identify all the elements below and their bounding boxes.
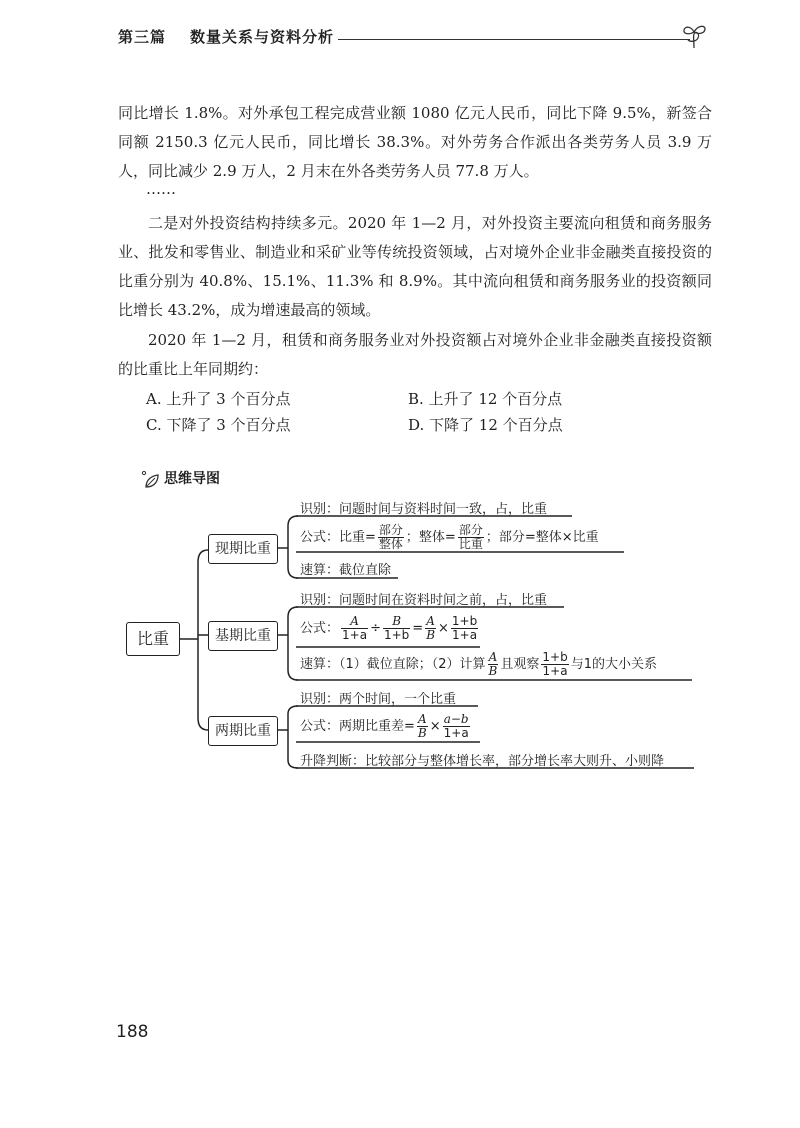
b2-speed [300,650,657,680]
branch-current-ratio: 现期比重 [208,534,278,564]
denominator: 1+a [342,628,368,642]
numerator: 1+b [542,650,568,664]
sprout-icon [674,18,714,54]
b1-identify: 识别：问题时间与资料时间一致，占，比重 [300,502,548,517]
paragraph-structure: 二是对外投资结构持续多元。2020 年 1—2 月，对外投资主要流向租赁和商务服务业、批发和零售业、制造业和采矿业等传统投资领域，占对境外企业非金融类直接投资的比重分别为 40.8%、15.1%、11.3% 和 8.9%。其中流向租赁和商务服务业的投资额同比增长 43.2%，成为增速最高的领域。 [118,214,712,319]
option-a: A. 上升了 3 个百分点 [146,390,291,408]
option-c: C. 下降了 3 个百分点 [146,416,291,434]
denominator: 整体 [378,537,403,551]
fraction-part-over-ratio [458,524,484,551]
numerator: A [488,650,498,664]
fraction-1pb-over-1pa [451,615,478,642]
numerator: B [383,615,410,629]
running-header [118,18,718,54]
fraction-part-over-whole [378,524,404,551]
denominator: 1+b [383,628,410,642]
b2-speed-end: 与1的大小关系 [570,657,657,672]
fraction-a-over-b [417,713,428,740]
page-number: 188 [116,1022,149,1042]
numerator: 1+b [451,614,478,628]
numerator: 部分 [378,523,403,537]
b2-formula-prefix: 公式： [300,621,340,636]
numerator: A [426,614,435,628]
leaf-pen-icon [140,470,162,490]
b3-judge: 升降判断：比较部分与整体增长率，部分增长率大则升、小则降 [300,754,665,769]
branch-base-ratio: 基期比重 [208,621,278,651]
b2-identify: 识别：问题时间在资料时间之前，占，比重 [300,593,548,608]
denominator: B [426,628,436,642]
section-title: 数量关系与资料分析 [190,28,335,46]
denominator: B [417,726,427,740]
denominator: 1+a [443,726,469,740]
denominator: 比重 [458,537,483,551]
fraction-1pb-over-1pa [541,651,568,678]
b2-speed-mid: 且观察 [500,657,540,672]
option-b: B. 上升了 12 个百分点 [408,390,563,408]
mindmap-heading: 思维导图 [164,471,220,487]
b1-formula-end: ；部分=整体×比重 [485,530,599,545]
times-sign: × [438,621,449,636]
root-node: 比重 [126,622,180,656]
branch-two-period-ratio: 两期比重 [208,716,278,746]
denominator: B [488,664,498,678]
b1-formula-prefix: 公式：比重= [300,530,376,545]
b3-formula [300,712,472,742]
fraction-b-over-1pb [383,615,410,642]
fraction-a-over-b [425,615,436,642]
b1-formula [300,524,599,551]
numerator: 部分 [458,523,483,537]
numerator: A [341,615,368,629]
question-stem: 2020 年 1—2 月，租赁和商务服务业对外投资额占对境外企业非金融类直接投资额的比重比上年同期约： [118,331,712,378]
b3-formula-prefix: 公式：两期比重差= [300,719,415,734]
b3-identify: 识别：两个时间，一个比重 [300,692,457,707]
header-rule [338,39,690,40]
b1-formula-mid: ；整体= [405,530,456,545]
denominator: 1+a [452,628,478,642]
b2-speed-prefix: 速算：（1）截位直除；（2）计算 [300,657,486,672]
part-label: 第三篇 [118,28,167,46]
div-sign: ÷ [370,621,381,636]
numerator: a−b [443,712,469,726]
eq-sign: = [412,621,424,636]
b2-formula [300,614,480,644]
denominator: 1+a [542,664,568,678]
ellipsis: …… [146,180,176,198]
fraction-a-over-1pa [341,615,368,642]
fraction-a-over-b [488,651,499,678]
times-sign: × [429,719,441,734]
numerator: A [417,712,427,726]
b1-speed: 速算：截位直除 [300,563,392,578]
paragraph-continued: 同比增长 1.8%。对外承包工程完成营业额 1080 亿元人民币，同比下降 9.5%，新签合同额 2150.3 亿元人民币，同比增长 38.3%。对外劳务合作派出各类劳务人员 3.9 万人，同比减少 2.9 万人，2 月末在外各类劳务人员 77.8 万人。 [118,104,712,180]
option-d: D. 下降了 12 个百分点 [408,416,563,434]
fraction-amb-over-1pa [443,713,470,740]
